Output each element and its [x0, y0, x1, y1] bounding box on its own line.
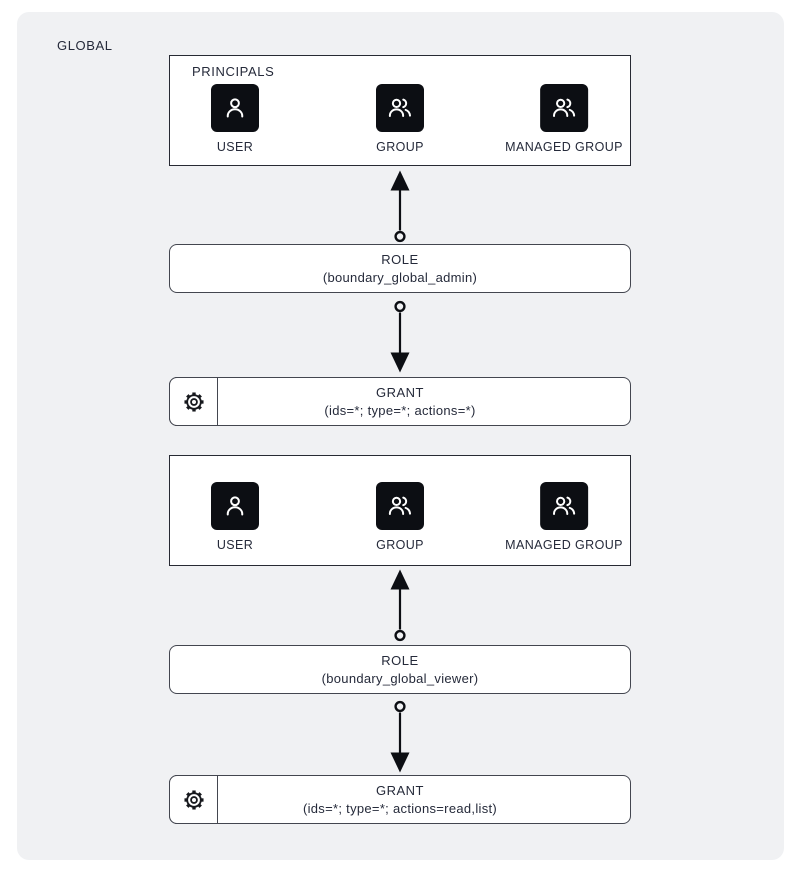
grant-box-admin	[169, 377, 631, 426]
principal-user	[211, 482, 259, 552]
global-scope-label: GLOBAL	[57, 38, 113, 53]
grant-icon-compartment	[169, 775, 218, 824]
role-title: ROLE	[381, 251, 419, 267]
principal-group	[376, 482, 424, 552]
grant-icon-compartment	[169, 377, 218, 426]
principal-managed-group	[505, 84, 623, 154]
role-subtitle: (boundary_global_admin)	[322, 269, 478, 285]
managed-group-icon	[540, 482, 588, 530]
role-box-viewer	[169, 645, 631, 694]
arrow-up-connector	[388, 170, 412, 244]
role-subtitle: (boundary_global_viewer)	[321, 670, 479, 686]
principal-group	[376, 84, 424, 154]
arrow-down-connector	[388, 299, 412, 373]
principal-user	[211, 84, 259, 154]
global-scope-container	[17, 12, 784, 860]
principals-box	[169, 455, 631, 566]
user-icon	[211, 482, 259, 530]
principal-managed-group-label: MANAGED GROUP	[505, 538, 623, 552]
arrow-up-connector	[388, 569, 412, 643]
principals-box	[169, 55, 631, 166]
role-box-admin	[169, 244, 631, 293]
group-icon	[376, 84, 424, 132]
principal-group-label: GROUP	[376, 538, 424, 552]
principal-managed-group	[505, 482, 623, 552]
role-title: ROLE	[381, 652, 419, 668]
arrow-down-connector	[388, 699, 412, 773]
grant-subtitle: (ids=*; type=*; actions=*)	[324, 402, 476, 418]
grant-title: GRANT	[376, 782, 424, 798]
managed-group-icon	[540, 84, 588, 132]
principal-managed-group-label: MANAGED GROUP	[505, 140, 623, 154]
principal-user-label: USER	[216, 140, 254, 154]
gear-icon	[181, 389, 207, 415]
grant-title: GRANT	[376, 384, 424, 400]
grant-subtitle: (ids=*; type=*; actions=read,list)	[302, 800, 498, 816]
gear-icon	[181, 787, 207, 813]
grant-box-viewer	[169, 775, 631, 824]
user-icon	[211, 84, 259, 132]
group-icon	[376, 482, 424, 530]
principal-user-label: USER	[216, 538, 254, 552]
principal-group-label: GROUP	[376, 140, 424, 154]
principals-title: PRINCIPALS	[192, 64, 275, 79]
